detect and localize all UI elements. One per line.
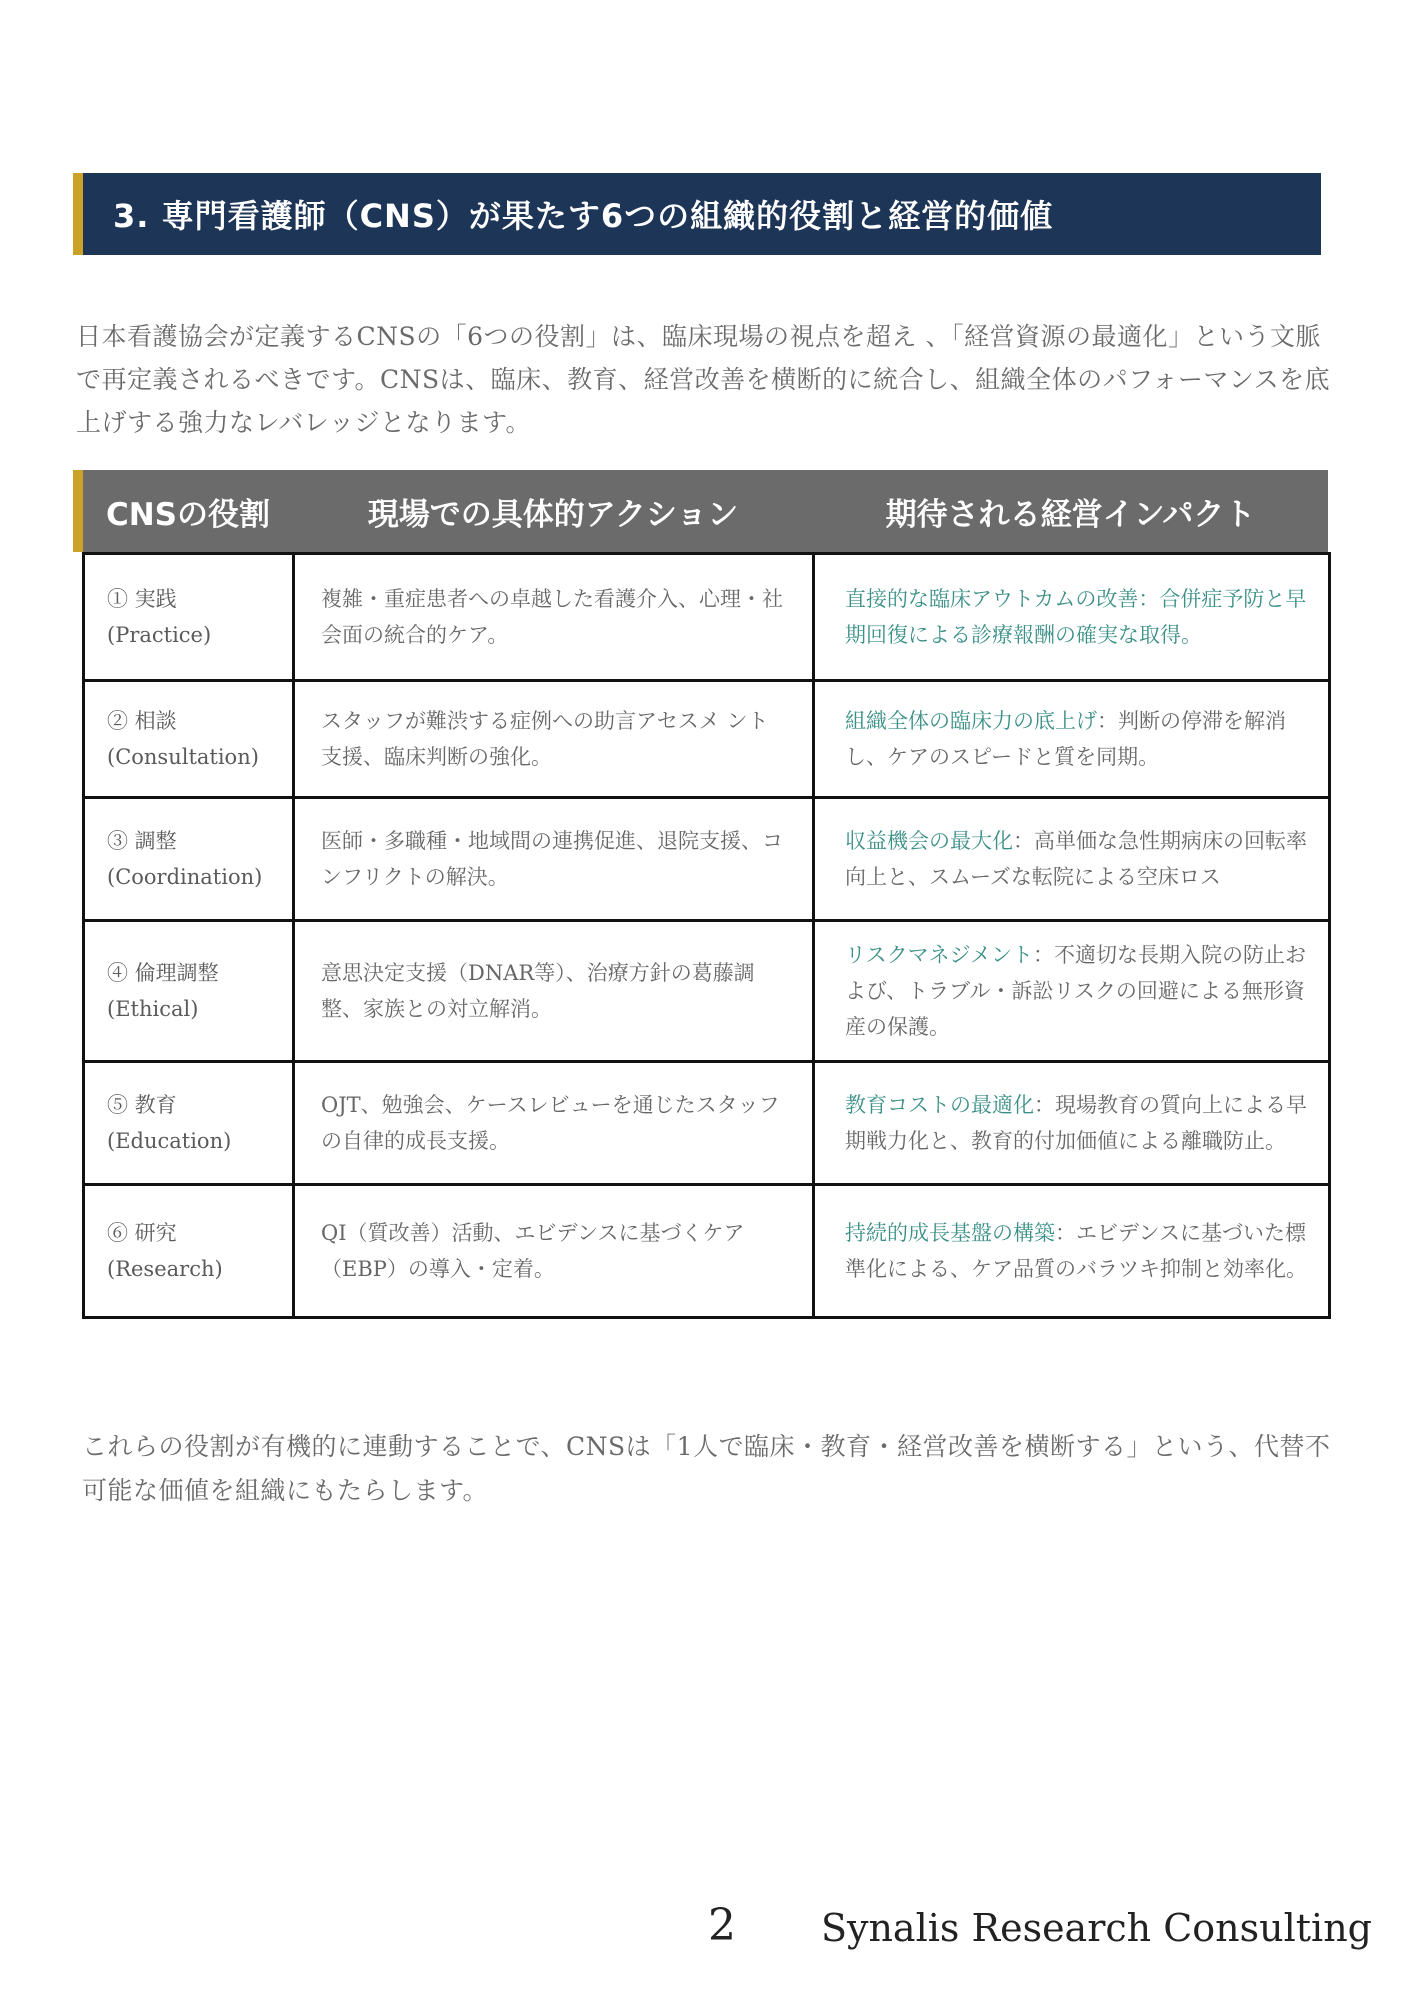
action-cell: 複雑・重症患者への卓越した看護介入、心理・社会面の統合的ケア。 xyxy=(294,554,814,681)
header-action: 現場での具体的アクション xyxy=(367,496,739,533)
footer-brand: Synalis Research Consulting xyxy=(820,1906,1372,1950)
role-name: ⑤ 教育 xyxy=(107,1093,177,1117)
table-row xyxy=(84,681,1330,798)
intro-paragraph: 日本看護協会が定義するCNSの「6つの役割」は、臨床現場の視点を超え 、「経営資源の最適化」という文脈で再定義されるべきです。CNSは、臨床、教育、経営改善を横断的に統合し、組織全体のパフォーマンスを底上げする強力なレバレッジとなります。 xyxy=(76,322,1331,437)
role-name: ① 実践 xyxy=(107,587,177,611)
role-english: (Consultation) xyxy=(107,745,259,769)
role-cell xyxy=(84,554,294,681)
table-row xyxy=(84,554,1330,681)
table-header xyxy=(73,470,1328,552)
role-cell xyxy=(84,1062,294,1185)
impact-heading: 持続的成長基盤の構築 xyxy=(845,1221,1055,1245)
role-english: (Ethical) xyxy=(107,997,199,1021)
impact-body: ：判断の停滞を解消し、ケアのスピードと質を同期。 xyxy=(845,709,1286,769)
impact-body: ：高単価な急性期病床の回転率向上と、スムーズな転院による空床ロス xyxy=(845,829,1307,889)
role-cell xyxy=(84,798,294,921)
header-impact: 期待される経営インパクト xyxy=(885,496,1256,533)
roles-table xyxy=(73,470,1328,1319)
action-cell: スタッフが難渋する症例への助言アセスメ ント支援、臨床判断の強化。 xyxy=(294,681,814,798)
impact-heading: 収益機会の最大化 xyxy=(845,829,1013,853)
impact-cell xyxy=(814,798,1330,921)
role-name: ④ 倫理調整 xyxy=(107,961,219,985)
table-row xyxy=(84,921,1330,1062)
section-title: 3. 専門看護師（CNS）が果たす6つの組織的役割と経営的価値 xyxy=(113,197,1054,235)
impact-cell xyxy=(814,1185,1330,1318)
impact-heading: 教育コストの最適化 xyxy=(845,1093,1034,1117)
impact-body: ：現場教育の質向上による早期戦力化と、教育的付加価値による離職防止。 xyxy=(845,1093,1307,1153)
role-name: ② 相談 xyxy=(107,709,177,733)
impact-cell xyxy=(814,681,1330,798)
section-heading xyxy=(73,173,1321,255)
action-cell: OJT、勉強会、ケースレビューを通じたスタッフの自律的成長支援。 xyxy=(294,1062,814,1185)
role-english: (Education) xyxy=(107,1129,232,1153)
impact-body: ：エビデンスに基づいた標準化による、ケア品質のバラツキ抑制と効率化。 xyxy=(845,1221,1307,1281)
table-row xyxy=(84,798,1330,921)
impact-cell xyxy=(814,921,1330,1062)
role-english: (Coordination) xyxy=(107,865,263,889)
role-english: (Practice) xyxy=(107,623,212,647)
role-cell xyxy=(84,681,294,798)
impact-heading: 組織全体の臨床力の底上げ xyxy=(845,709,1097,733)
role-cell xyxy=(84,921,294,1062)
impact-heading: リスクマネジメント xyxy=(845,943,1033,967)
page-number: 2 xyxy=(708,1900,736,1951)
impact-body: ：不適切な長期入院の防止および、トラブル・訴訟リスクの回避による無形資産の保護。 xyxy=(845,943,1306,1039)
roles-table-body xyxy=(82,552,1331,1319)
impact-cell xyxy=(814,554,1330,681)
impact-cell xyxy=(814,1062,1330,1185)
role-name: ⑥ 研究 xyxy=(107,1221,177,1245)
table-row xyxy=(84,1185,1330,1318)
header-role: CNSの役割 xyxy=(105,496,271,533)
action-cell: 医師・多職種・地域間の連携促進、退院支援、コンフリクトの解決。 xyxy=(294,798,814,921)
action-cell: QI（質改善）活動、エビデンスに基づくケア（EBP）の導入・定着。 xyxy=(294,1185,814,1318)
impact-heading: 直接的な臨床アウトカムの改善：合併症予防と早期回復による診療報酬の確実な取得。 xyxy=(845,587,1307,647)
action-cell: 意思決定支援（DNAR等）、治療方針の葛藤調整、家族との対立解消。 xyxy=(294,921,814,1062)
role-english: (Research) xyxy=(107,1257,223,1281)
role-cell xyxy=(84,1185,294,1318)
role-name: ③ 調整 xyxy=(107,829,177,853)
table-row xyxy=(84,1062,1330,1185)
closing-paragraph: これらの役割が有機的に連動することで、CNSは「1人で臨床・教育・経営改善を横断する」という、代替不可能な価値を組織にもたらします。 xyxy=(82,1432,1331,1505)
